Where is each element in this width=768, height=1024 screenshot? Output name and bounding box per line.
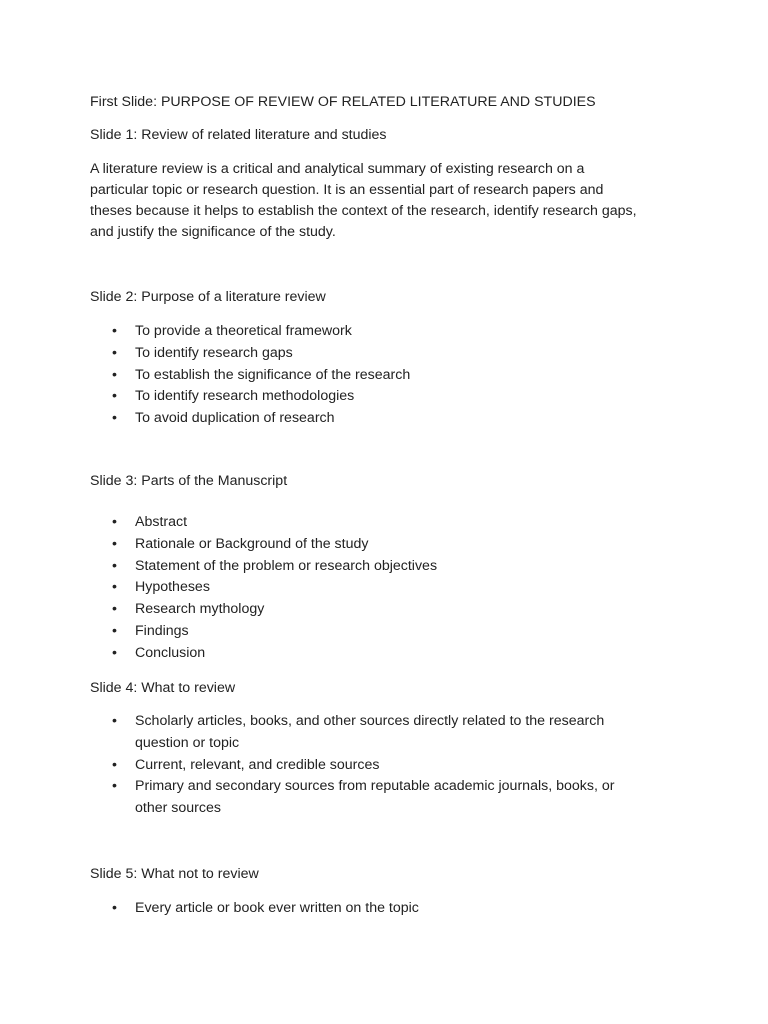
list-item: • To establish the significance of the research (90, 365, 410, 387)
list-item: • To identify research methodologies (90, 386, 410, 408)
list-item-line: • Primary and secondary sources from reputable academic journals, books, or (135, 778, 615, 795)
slide3-list (90, 512, 437, 665)
paragraph-line: theses because it helps to establish the context of the research, identify research gaps, (90, 203, 637, 219)
list-item: • To avoid duplication of research (90, 408, 410, 430)
list-item: • Findings (90, 621, 437, 643)
list-item-line: other sources (135, 800, 221, 817)
document-title: First Slide: PURPOSE OF REVIEW OF RELATED LITERATURE AND STUDIES (90, 94, 596, 110)
list-item: • Abstract (90, 512, 437, 534)
list-item-line: • Scholarly articles, books, and other sources directly related to the research (135, 713, 605, 729)
list-item (90, 711, 614, 755)
slide1-paragraph (90, 159, 637, 243)
list-item: • Research mythology (90, 599, 437, 621)
list-item: • Hypotheses (90, 577, 437, 599)
list-item: • Statement of the problem or research objectives (90, 556, 437, 578)
slide2-heading: Slide 2: Purpose of a literature review (90, 289, 326, 305)
slide3-heading: Slide 3: Parts of the Manuscript (90, 473, 288, 489)
list-item: • To provide a theoretical framework (90, 321, 410, 343)
list-item: • Conclusion (90, 643, 437, 665)
paragraph-line: A literature review is a critical and analytical summary of existing research on a (90, 161, 585, 177)
slide5-heading: Slide 5: What not to review (90, 866, 259, 882)
list-item: • Every article or book ever written on the topic (90, 898, 419, 920)
slide4-list (90, 711, 614, 820)
list-item: • To identify research gaps (90, 343, 410, 365)
list-item (90, 755, 614, 777)
list-item-line: • Current, relevant, and credible sources (135, 756, 380, 773)
slide2-list (90, 321, 410, 430)
list-item (90, 776, 614, 820)
slide5-list (90, 898, 419, 920)
paragraph-line: particular topic or research question. It is an essential part of research papers and (90, 182, 604, 198)
slide4-heading: Slide 4: What to review (90, 680, 236, 696)
slide1-heading: Slide 1: Review of related literature and studies (90, 127, 387, 143)
list-item: • Rationale or Background of the study (90, 534, 437, 556)
list-item-line: question or topic (135, 734, 240, 751)
paragraph-line: and justify the significance of the study. (90, 224, 336, 240)
